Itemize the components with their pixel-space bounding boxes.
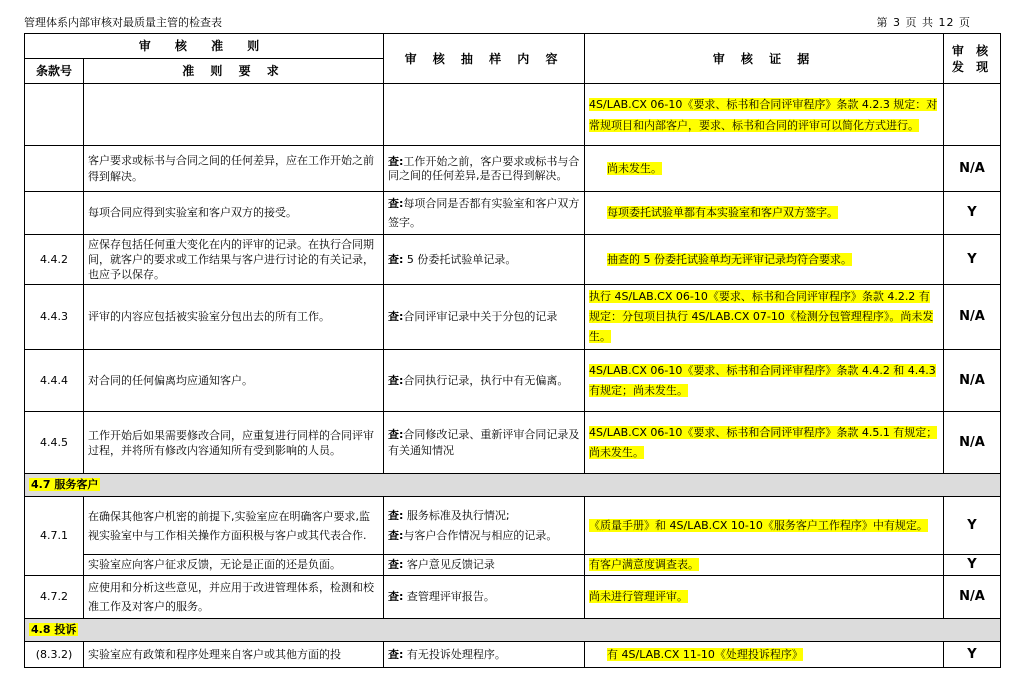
sample-cell xyxy=(384,497,585,555)
table-row xyxy=(25,192,1001,235)
finding-cell: Y xyxy=(944,235,1001,285)
sample-cell: 查:合同执行记录，执行中有无偏离。 xyxy=(384,350,585,412)
requirement-cell: 实验室应向客户征求反馈，无论是正面的还是负面。 xyxy=(84,555,384,576)
clause-cell xyxy=(25,192,84,235)
evidence-cell xyxy=(585,285,944,350)
evidence-cell xyxy=(585,192,944,235)
clause-cell: (8.3.2) xyxy=(25,642,84,668)
evidence-text: 抽查的 5 份委托试验单均无评审记录均符合要求。 xyxy=(607,252,853,266)
criteria-header: 审 核 准 则 xyxy=(25,34,384,59)
requirement-cell: 每项合同应得到实验室和客户双方的接受。 xyxy=(84,192,384,235)
requirement-cell: 在确保其他客户机密的前提下,实验室应在明确客户要求,监视实验室中与工作相关操作方面积极与客户或其代表合作. xyxy=(84,497,384,555)
section-row xyxy=(25,474,1001,497)
evidence-cell xyxy=(585,84,944,146)
table-row xyxy=(25,497,1001,555)
finding-cell: N/A xyxy=(944,285,1001,350)
finding-cell: N/A xyxy=(944,350,1001,412)
evidence-text: 有 4S/LAB.CX 11-10《处理投诉程序》 xyxy=(607,647,803,661)
clause-cell xyxy=(25,84,84,146)
sample-cell: 查: 客户意见反馈记录 xyxy=(384,555,585,576)
evidence-cell xyxy=(585,146,944,192)
section-row xyxy=(25,619,1001,642)
page-header xyxy=(24,0,999,30)
evidence-cell xyxy=(585,497,944,555)
audit-checklist-table xyxy=(24,33,1001,668)
sample-cell: 查: 查管理评审报告。 xyxy=(384,576,585,619)
table-row xyxy=(25,235,1001,285)
clause-cell: 4.4.2 xyxy=(25,235,84,285)
evidence-cell xyxy=(585,235,944,285)
document-title: 管理体系内部审核对最质量主管的检查表 xyxy=(24,16,222,29)
sample-cell: 查: 5 份委托试验单记录。 xyxy=(384,235,585,285)
evidence-text: 4S/LAB.CX 06-10《要求、标书和合同评审程序》条款 4.4.2 和 4.4.3 有规定；尚未发生。 xyxy=(589,363,936,397)
clause-cell: 4.7.1 xyxy=(25,497,84,576)
clause-no-header: 条款号 xyxy=(25,59,84,84)
evidence-cell xyxy=(585,555,944,576)
requirement-cell: 应使用和分析这些意见，并应用于改进管理体系，检测和校准工作及对客户的服务。 xyxy=(84,576,384,619)
evidence-text: 尚未进行管理评审。 xyxy=(589,590,689,603)
table-row xyxy=(25,84,1001,146)
page-number: 第 3 页 共 12 页 xyxy=(876,16,971,29)
evidence-cell xyxy=(585,642,944,668)
evidence-text: 4S/LAB.CX 06-10《要求、标书和合同评审程序》条款 4.5.1 有规定；尚未发生。 xyxy=(589,425,938,459)
requirement-cell: 对合同的任何偏离均应通知客户。 xyxy=(84,350,384,412)
clause-cell: 4.4.5 xyxy=(25,412,84,474)
finding-header: 审 核 发 现 xyxy=(944,34,1001,84)
evidence-cell xyxy=(585,350,944,412)
section-title: 4.8 投诉 xyxy=(25,619,1001,642)
evidence-cell xyxy=(585,412,944,474)
sample-line: 查:与客户合作情况与相应的记录。 xyxy=(388,528,558,542)
requirement-cell: 工作开始后如果需要修改合同，应重复进行同样的合同评审过程，并将所有修改内容通知所有受到影响的人员。 xyxy=(84,412,384,474)
finding-cell: N/A xyxy=(944,412,1001,474)
evidence-header: 审 核 证 据 xyxy=(585,34,944,84)
requirement-cell: 客户要求或标书与合同之间的任何差异，应在工作开始之前得到解决。 xyxy=(84,146,384,192)
table-row xyxy=(25,555,1001,576)
finding-cell: Y xyxy=(944,555,1001,576)
evidence-text: 每项委托试验单都有本实验室和客户双方签字。 xyxy=(607,206,839,219)
finding-cell: Y xyxy=(944,192,1001,235)
requirement-header: 准 则 要 求 xyxy=(84,59,384,84)
evidence-cell xyxy=(585,576,944,619)
clause-cell: 4.7.2 xyxy=(25,576,84,619)
table-row xyxy=(25,642,1001,668)
sample-cell xyxy=(384,84,585,146)
sample-cell: 查:合同评审记录中关于分包的记录 xyxy=(384,285,585,350)
finding-cell: Y xyxy=(944,642,1001,668)
finding-cell: Y xyxy=(944,497,1001,555)
evidence-text: 有客户满意度调查表。 xyxy=(589,558,700,571)
evidence-text: 执行 4S/LAB.CX 06-10《要求、标书和合同评审程序》条款 4.2.2 有规定：分包项目执行 4S/LAB.CX 07-10《检测分包管理程序》。尚未发生。 xyxy=(589,290,934,343)
evidence-text: 4S/LAB.CX 06-10《要求、标书和合同评审程序》条款 4.2.3 规定：对常规项目和内部客户，要求、标书和合同的评审可以简化方式进行。 xyxy=(589,97,938,132)
clause-cell xyxy=(25,146,84,192)
finding-cell: N/A xyxy=(944,146,1001,192)
requirement-cell: 实验室应有政策和程序处理来自客户或其他方面的投 xyxy=(84,642,384,668)
sample-cell: 查:每项合同是否都有实验室和客户双方签字。 xyxy=(384,192,585,235)
evidence-text: 《质量手册》和 4S/LAB.CX 10-10《服务客户工作程序》中有规定。 xyxy=(589,518,928,532)
clause-cell: 4.4.3 xyxy=(25,285,84,350)
sample-header: 审 核 抽 样 内 容 xyxy=(384,34,585,84)
sample-line: 查: 服务标准及执行情况; xyxy=(388,508,510,522)
section-title: 4.7 服务客户 xyxy=(25,474,1001,497)
table-row xyxy=(25,350,1001,412)
clause-cell: 4.4.4 xyxy=(25,350,84,412)
requirement-cell xyxy=(84,84,384,146)
sample-cell: 查:合同修改记录、重新评审合同记录及有关通知情况 xyxy=(384,412,585,474)
evidence-text: 尚未发生。 xyxy=(607,161,663,175)
table-row xyxy=(25,576,1001,619)
sample-cell: 查: 有无投诉处理程序。 xyxy=(384,642,585,668)
sample-cell: 查:工作开始之前，客户要求或标书与合同之间的任何差异,是否已得到解决。 xyxy=(384,146,585,192)
table-row xyxy=(25,285,1001,350)
finding-cell: N/A xyxy=(944,576,1001,619)
finding-cell xyxy=(944,84,1001,146)
table-row xyxy=(25,412,1001,474)
requirement-cell: 应保存包括任何重大变化在内的评审的记录。在执行合同期间，就客户的要求或工作结果与客户进行讨论的有关记录，也应予以保存。 xyxy=(84,235,384,285)
requirement-cell: 评审的内容应包括被实验室分包出去的所有工作。 xyxy=(84,285,384,350)
table-row xyxy=(25,146,1001,192)
